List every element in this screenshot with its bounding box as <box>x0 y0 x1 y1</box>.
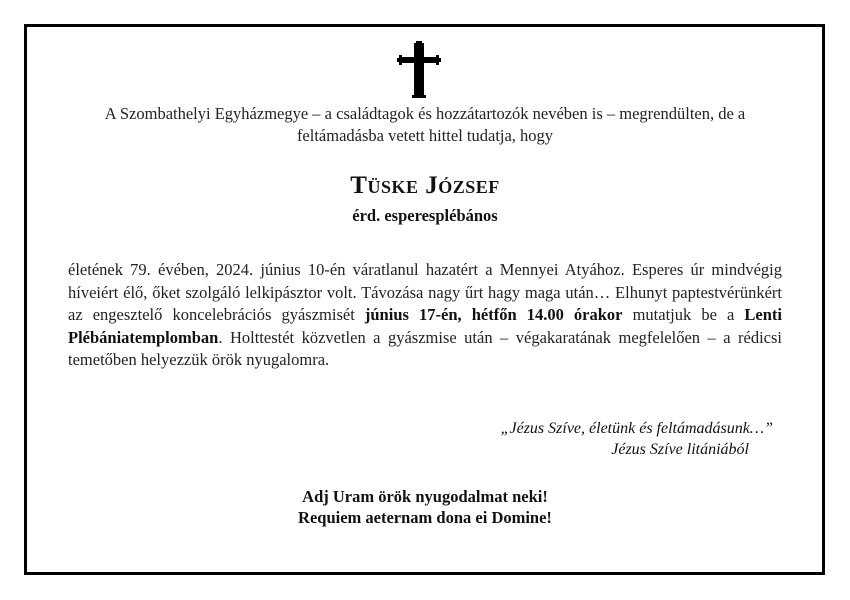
closing-prayer <box>60 486 790 528</box>
deceased-name: Tüske József <box>350 172 500 199</box>
deceased-title: érd. esperesplébános <box>352 206 498 225</box>
quote-text: „Jézus Szíve, életünk és feltámadásunk…” <box>500 420 773 437</box>
body-text-part: mutatjuk be a <box>622 305 745 324</box>
cross-icon <box>394 39 444 99</box>
intro-text: A Szombathelyi Egyházmegye – a családtagok és hozzátartozók nevében is – megrendülten, de a feltámadásba vetett hittel tudatja, hogy <box>104 104 746 145</box>
mass-location: Lenti Plébániatemplomban <box>68 305 782 347</box>
announcement-body <box>68 259 782 372</box>
body-text-part: . Holttestét közvetlen a gyászmise után – végakaratának megfelelően – a rédicsi temetőben helyezzük örök nyugalomra. <box>68 327 782 369</box>
quote-source: Jézus Szíve litániából <box>611 441 749 458</box>
body-text-part: életének 79. évében, 2024. június 10-én váratlanul hazatért a Mennyei Atyához. Esperes úr mindvégig híveiért élő, őket szolgáló lelkipásztor volt. Távozása nagy űrt hagy maga után… Elhunyt paptestvérünkért az engesztelő koncelebrációs gyászmisét <box>68 260 782 324</box>
prayer-line: Requiem aeternam dona ei Domine! <box>298 508 552 527</box>
mass-date: június 17-én, hétfőn 14.00 órakor <box>364 305 623 324</box>
prayer-line: Adj Uram örök nyugodalmat neki! <box>302 487 548 506</box>
